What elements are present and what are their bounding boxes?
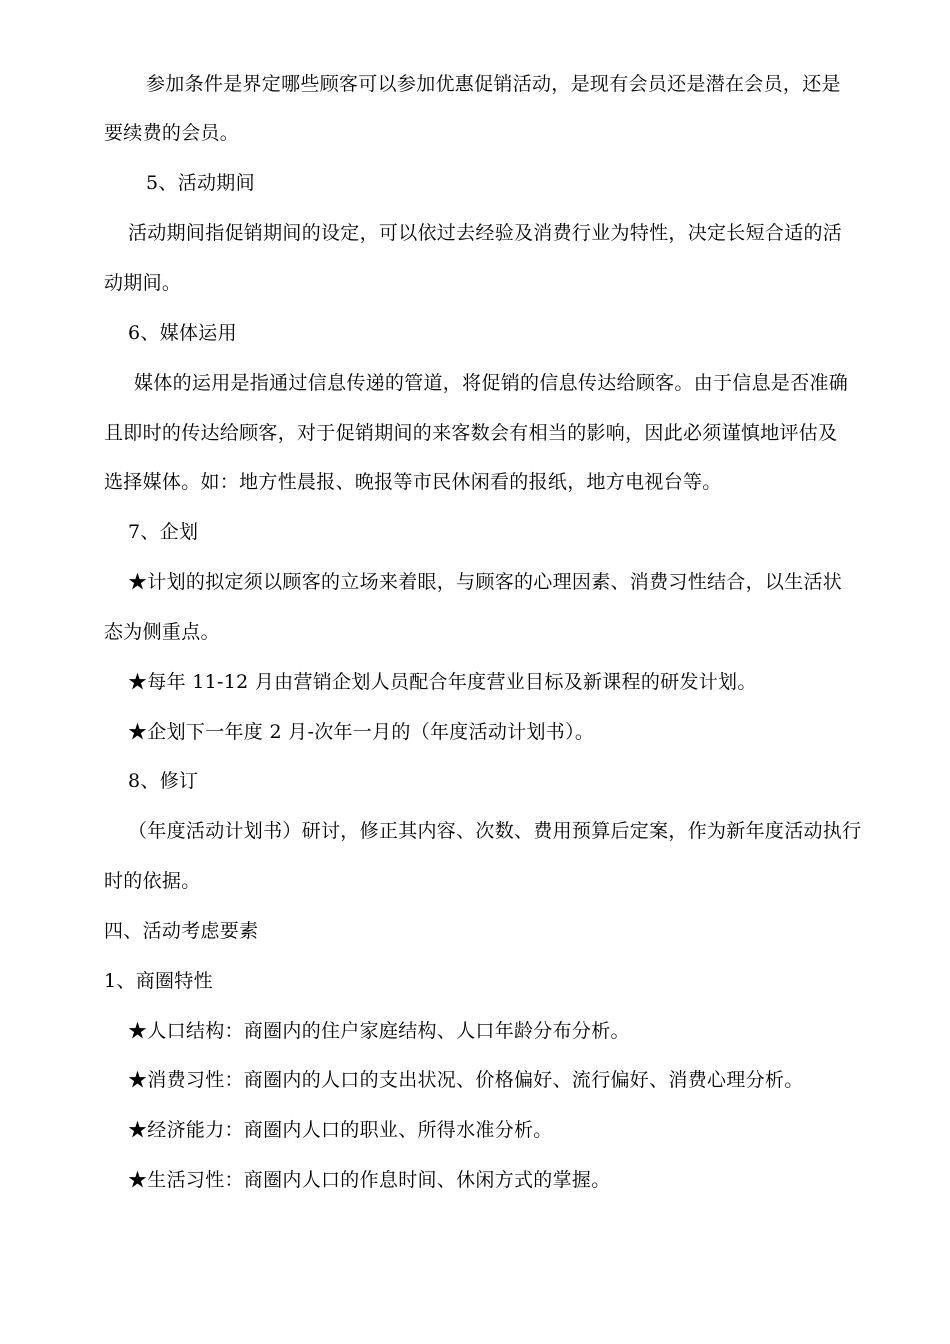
section-heading: 6、媒体运用	[128, 322, 237, 344]
paragraph-line: 且即时的传达给顾客，对于促销期间的来客数会有相当的影响，因此必须谨慎地评估及	[104, 422, 838, 444]
section-heading: 1、商圈特性	[104, 970, 213, 992]
paragraph-line: 选择媒体。如：地方性晨报、晚报等市民休闲看的报纸，地方电视台等。	[104, 471, 722, 493]
section-heading: 7、企划	[128, 521, 199, 543]
bullet-item: ★生活习性：商圈内人口的作息时间、休闲方式的掌握。	[128, 1169, 611, 1191]
paragraph-line: 要续费的会员。	[104, 122, 240, 144]
section-heading: 5、活动期间	[146, 172, 255, 194]
paragraph-line: 参加条件是界定哪些顾客可以参加优惠促销活动，是现有会员还是潜在会员，还是	[146, 73, 841, 95]
bullet-item: ★消费习性：商圈内的人口的支出状况、价格偏好、流行偏好、消费心理分析。	[128, 1069, 804, 1091]
paragraph-line: 动期间。	[104, 272, 182, 294]
section-heading: 8、修订	[128, 770, 199, 792]
bullet-item: ★每年 11-12 月由营销企划人员配合年度营业目标及新课程的研发计划。	[128, 671, 757, 693]
bullet-item: ★企划下一年度 2 月-次年一月的（年度活动计划书）。	[128, 721, 595, 743]
bullet-item: ★经济能力：商圈内人口的职业、所得水准分析。	[128, 1119, 553, 1141]
chapter-heading: 四、活动考虑要素	[104, 920, 259, 942]
paragraph-line: 媒体的运用是指通过信息传递的管道，将促销的信息传达给顾客。由于信息是否准确	[134, 372, 849, 394]
paragraph-line: 态为侧重点。	[104, 621, 220, 643]
paragraph-line: （年度活动计划书）研讨，修正其内容、次数、费用预算后定案，作为新年度活动执行	[128, 820, 862, 842]
bullet-item: ★计划的拟定须以顾客的立场来着眼，与顾客的心理因素、消费习性结合，以生活状	[128, 571, 843, 593]
bullet-item: ★人口结构：商圈内的住户家庭结构、人口年龄分布分析。	[128, 1020, 630, 1042]
paragraph-line: 活动期间指促销期间的设定，可以依过去经验及消费行业为特性，决定长短合适的活	[128, 222, 843, 244]
paragraph-line: 时的依据。	[104, 870, 201, 892]
